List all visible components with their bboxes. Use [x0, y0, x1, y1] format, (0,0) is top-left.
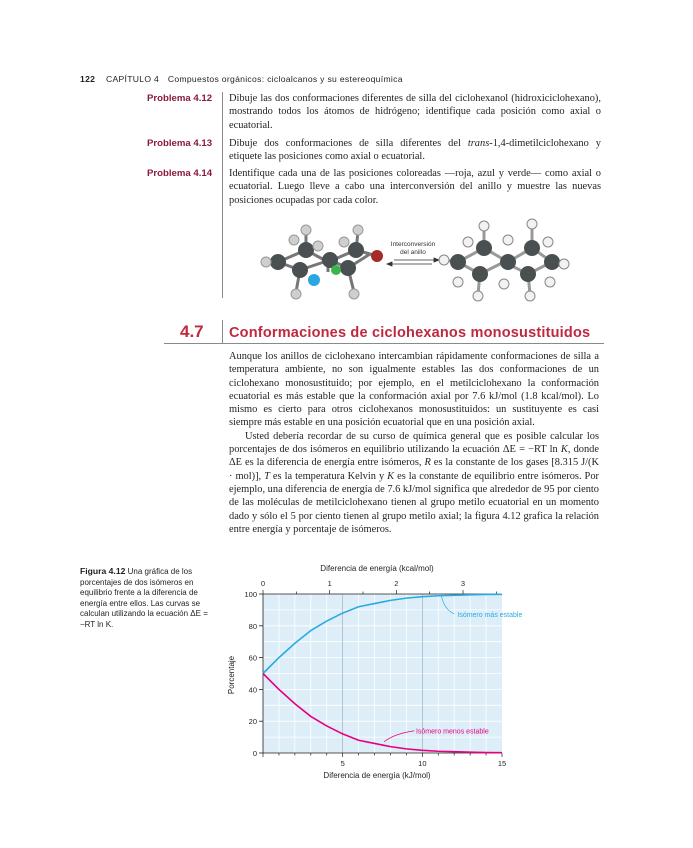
- page-number: 122: [80, 74, 96, 84]
- green-substituent: [331, 265, 341, 275]
- y-tick-label: 60: [248, 653, 257, 663]
- paragraph-1: Aunque los anillos de ciclohexano intercambian rápidamente conformaciones de silla a temperatura ambiente, no son igualmente estables las dos conformaciones de un ciclohexano monosustituido; por ejemplo, en el metilciclohexano la conformación ecuatorial es más estable que la conformación axial por 7.6 kJ/mol (1.8 kcal/mol). Lo mismo es cierto para otros ciclohexanos monosustituidos: un sustituyente es casi siempre más estable en una posición ecuatorial que en una posición axial.: [229, 351, 599, 429]
- chapter-title: Compuestos orgánicos: cicloalcanos y su estereoquímica: [167, 74, 403, 84]
- x-tick-label: 5: [340, 759, 345, 768]
- blue-substituent: [308, 274, 320, 286]
- figure-caption-text: Una gráfica de los porcentajes de dos isómeros en equilibrio frente a la diferencia de energía entre ellos. Las curvas se calculan utilizando la ecuación ΔE = −RT ln K.: [80, 567, 208, 629]
- annotation-more-stable: Isómero más estable: [457, 611, 522, 619]
- bottom-axis-label: Diferencia de energía (kJ/mol): [323, 771, 431, 780]
- section-rule: [164, 343, 604, 344]
- chair-interconversion-figure: [258, 212, 578, 302]
- problems-divider: [222, 92, 223, 298]
- section-vertical-rule: [222, 320, 223, 344]
- body-text: [229, 350, 599, 536]
- chapter-label: CAPÍTULO 4: [105, 74, 160, 84]
- y-tick-label: 40: [248, 685, 257, 695]
- y-tick-label: 20: [248, 717, 257, 727]
- x2-tick-label: 0: [260, 579, 266, 588]
- problem-4-12-label: Problema 4.12: [147, 93, 213, 104]
- x-tick-label: 15: [497, 759, 507, 768]
- problem-4-14-label: Problema 4.14: [147, 168, 213, 179]
- figure-label: Figura 4.12: [80, 566, 126, 576]
- arrow-label-1: Interconversión: [390, 241, 436, 248]
- energy-percentage-chart: [222, 560, 522, 792]
- y-tick-label: 100: [244, 590, 257, 599]
- section-title: Conformaciones de ciclohexanos monosustituidos: [229, 325, 591, 341]
- paragraph-2: Usted debería recordar de su curso de química general que es posible calcular los porcentajes de dos isómeros en equilibrio utilizando la ecuación ΔE = −RT ln K, donde ΔE es la diferencia de energía entre isómeros, R es la constante de los gases [8.315 J/(K · mol)], T es la temperatura Kelvin y K es la constante de equilibrio entre isómeros. Por ejemplo, una diferencia de energía de 7.6 kJ/mol significa que alrededor de 95 por ciento de las moléculas de metilciclohexano tienen al grupo metilo ecuatorial en un momento dado y sólo el 5 por ciento tienen al grupo metilo axial; la figura 4.12 grafica la relación entre energía y porcentaje de isómeros.: [229, 430, 599, 535]
- problem-4-12-text: Dibuje las dos conformaciones diferentes de silla del ciclohexanol (hidroxiciclohexano), mostrando todos los átomos de hidrógeno; identifique cada posición como axial o ecuatorial.: [229, 93, 601, 131]
- equilibrium-arrows: [387, 258, 439, 266]
- running-header: [80, 74, 403, 84]
- y-axis-label: Porcentaje: [227, 655, 236, 695]
- red-substituent: [371, 250, 383, 262]
- arrow-label-2: del anillo: [400, 249, 426, 256]
- problem-4-14-text: Identifique cada una de las posiciones coloreadas —roja, azul y verde— como axial o ecuatorial. Luego lleve a cabo una interconversión del anillo y muestre las nuevas posiciones ocupadas por cada color.: [229, 168, 601, 206]
- problem-4-13-label: Problema 4.13: [147, 138, 213, 149]
- y-tick-label: 0: [252, 749, 257, 758]
- figure-caption: [80, 566, 218, 631]
- annotation-less-stable: Isómero menos estable: [415, 728, 489, 736]
- x2-tick-label: 3: [460, 579, 466, 588]
- top-axis-label: Diferencia de energía (kcal/mol): [320, 564, 434, 573]
- section-number: 4.7: [180, 322, 204, 341]
- x-tick-label: 10: [418, 759, 427, 768]
- right-chair-atoms: [439, 219, 569, 301]
- y-tick-label: 80: [248, 621, 257, 631]
- x2-tick-label: 2: [394, 579, 399, 588]
- x2-tick-label: 1: [327, 579, 332, 588]
- problem-4-13-text: Dibuje dos conformaciones de silla diferentes del trans-1,4-dimetilciclohexano y etiquete las posiciones como axial o ecuatorial.: [229, 138, 601, 163]
